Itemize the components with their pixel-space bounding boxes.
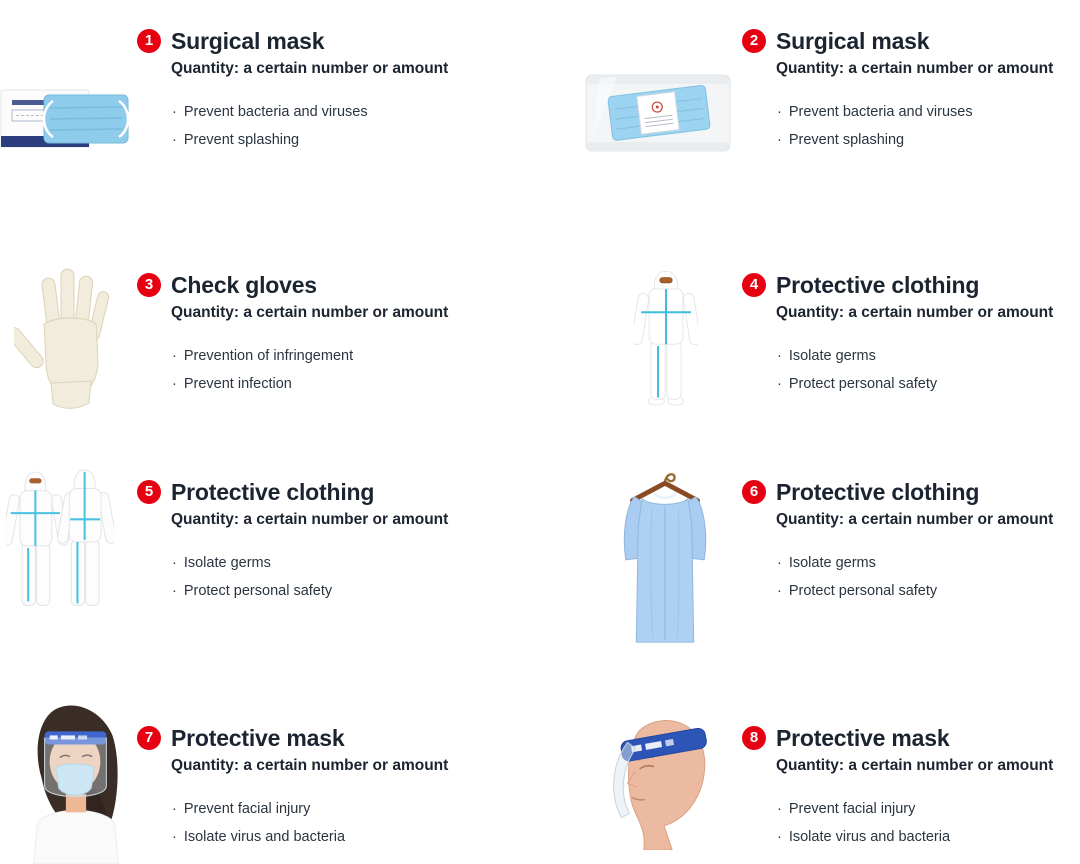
feature-list bbox=[172, 800, 469, 846]
bullet-dot: · bbox=[777, 583, 782, 599]
feature-item bbox=[172, 800, 469, 818]
feature-text: Prevent facial injury bbox=[788, 801, 916, 817]
quantity-label: Quantity: a certain number or amount bbox=[171, 60, 449, 77]
feature-item bbox=[172, 828, 469, 846]
isolation-gown-on-hanger-image bbox=[618, 466, 712, 646]
feature-list bbox=[777, 103, 1074, 149]
feature-text: Protect personal safety bbox=[788, 583, 938, 599]
item-header bbox=[137, 28, 469, 54]
feature-item bbox=[172, 375, 469, 393]
bullet-dot: · bbox=[777, 104, 782, 120]
bullet-dot: · bbox=[777, 829, 782, 845]
item-header bbox=[742, 28, 1074, 54]
bullet-dot: · bbox=[777, 132, 782, 148]
feature-item bbox=[777, 582, 1074, 600]
product-item-7 bbox=[137, 725, 469, 856]
feature-text: Isolate virus and bacteria bbox=[183, 829, 346, 845]
feature-item bbox=[172, 582, 469, 600]
item-header bbox=[742, 272, 1074, 298]
number-badge: 4 bbox=[742, 273, 766, 297]
bullet-dot: · bbox=[172, 104, 177, 120]
feature-item bbox=[777, 800, 1074, 818]
feature-item bbox=[777, 103, 1074, 121]
feature-text: Prevention of infringement bbox=[183, 348, 354, 364]
feature-list bbox=[777, 347, 1074, 393]
product-item-3 bbox=[137, 272, 469, 403]
number-badge: 5 bbox=[137, 480, 161, 504]
item-title: Protective mask bbox=[776, 725, 950, 751]
feature-list bbox=[777, 800, 1074, 846]
item-title: Check gloves bbox=[171, 272, 317, 298]
item-title: Protective clothing bbox=[776, 272, 980, 298]
bullet-dot: · bbox=[172, 583, 177, 599]
product-item-8 bbox=[742, 725, 1074, 856]
quantity-label: Quantity: a certain number or amount bbox=[171, 511, 449, 528]
feature-text: Prevent splashing bbox=[183, 132, 300, 148]
isolation-gown-on-hanger-illustration bbox=[618, 466, 712, 646]
bullet-dot: · bbox=[172, 829, 177, 845]
item-header bbox=[742, 725, 1074, 751]
feature-text: Prevent infection bbox=[183, 376, 292, 392]
item-title: Protective clothing bbox=[171, 479, 375, 505]
protective-coverall-image bbox=[634, 264, 698, 412]
product-item-4 bbox=[742, 272, 1074, 403]
product-item-1 bbox=[137, 28, 469, 159]
quantity-label: Quantity: a certain number or amount bbox=[776, 304, 1054, 321]
item-header bbox=[137, 272, 469, 298]
number-badge: 2 bbox=[742, 29, 766, 53]
feature-list bbox=[777, 554, 1074, 600]
number-badge: 3 bbox=[137, 273, 161, 297]
feature-item bbox=[777, 828, 1074, 846]
item-title: Surgical mask bbox=[776, 28, 930, 54]
bullet-dot: · bbox=[172, 132, 177, 148]
feature-text: Prevent bacteria and viruses bbox=[788, 104, 973, 120]
item-header bbox=[742, 479, 1074, 505]
face-shield-on-woman-illustration bbox=[26, 701, 126, 864]
feature-text: Isolate germs bbox=[183, 555, 271, 571]
protective-coverall-pair-image bbox=[6, 468, 114, 624]
bullet-dot: · bbox=[777, 376, 782, 392]
bullet-dot: · bbox=[172, 801, 177, 817]
feature-item bbox=[777, 375, 1074, 393]
bullet-dot: · bbox=[172, 555, 177, 571]
feature-text: Protect personal safety bbox=[788, 376, 938, 392]
product-item-2 bbox=[742, 28, 1074, 159]
surgical-mask-in-pouch-image bbox=[583, 66, 733, 158]
item-title: Protective mask bbox=[171, 725, 345, 751]
face-shield-on-mannequin-illustration bbox=[608, 712, 712, 850]
bullet-dot: · bbox=[172, 376, 177, 392]
number-badge: 1 bbox=[137, 29, 161, 53]
feature-text: Protect personal safety bbox=[183, 583, 333, 599]
bullet-dot: · bbox=[777, 801, 782, 817]
feature-text: Prevent facial injury bbox=[183, 801, 311, 817]
feature-item bbox=[172, 347, 469, 365]
product-item-6 bbox=[742, 479, 1074, 610]
latex-glove-illustration bbox=[14, 263, 118, 411]
quantity-label: Quantity: a certain number or amount bbox=[776, 60, 1054, 77]
surgical-mask-in-pouch-illustration bbox=[583, 66, 733, 158]
feature-text: Prevent bacteria and viruses bbox=[183, 104, 368, 120]
item-header bbox=[137, 725, 469, 751]
number-badge: 8 bbox=[742, 726, 766, 750]
number-badge: 7 bbox=[137, 726, 161, 750]
quantity-label: Quantity: a certain number or amount bbox=[171, 304, 449, 321]
feature-item bbox=[172, 103, 469, 121]
feature-text: Prevent splashing bbox=[788, 132, 905, 148]
feature-item bbox=[172, 131, 469, 149]
item-header bbox=[137, 479, 469, 505]
protective-coverall-illustration bbox=[634, 264, 698, 412]
feature-text: Isolate virus and bacteria bbox=[788, 829, 951, 845]
feature-item bbox=[777, 131, 1074, 149]
surgical-mask-box-image bbox=[0, 85, 132, 155]
feature-text: Isolate germs bbox=[788, 555, 876, 571]
quantity-label: Quantity: a certain number or amount bbox=[776, 511, 1054, 528]
feature-item bbox=[172, 554, 469, 572]
feature-item bbox=[777, 347, 1074, 365]
quantity-label: Quantity: a certain number or amount bbox=[171, 757, 449, 774]
product-item-5 bbox=[137, 479, 469, 610]
surgical-mask-box-illustration bbox=[0, 85, 132, 155]
latex-glove-image bbox=[14, 263, 118, 411]
feature-list bbox=[172, 554, 469, 600]
feature-list bbox=[172, 347, 469, 393]
item-title: Surgical mask bbox=[171, 28, 325, 54]
feature-item bbox=[777, 554, 1074, 572]
bullet-dot: · bbox=[172, 348, 177, 364]
item-title: Protective clothing bbox=[776, 479, 980, 505]
protective-coverall-pair-illustration bbox=[6, 468, 114, 624]
quantity-label: Quantity: a certain number or amount bbox=[776, 757, 1054, 774]
feature-list bbox=[172, 103, 469, 149]
bullet-dot: · bbox=[777, 555, 782, 571]
face-shield-on-woman-image bbox=[26, 701, 126, 864]
bullet-dot: · bbox=[777, 348, 782, 364]
feature-text: Isolate germs bbox=[788, 348, 876, 364]
face-shield-on-mannequin-image bbox=[608, 712, 712, 850]
number-badge: 6 bbox=[742, 480, 766, 504]
